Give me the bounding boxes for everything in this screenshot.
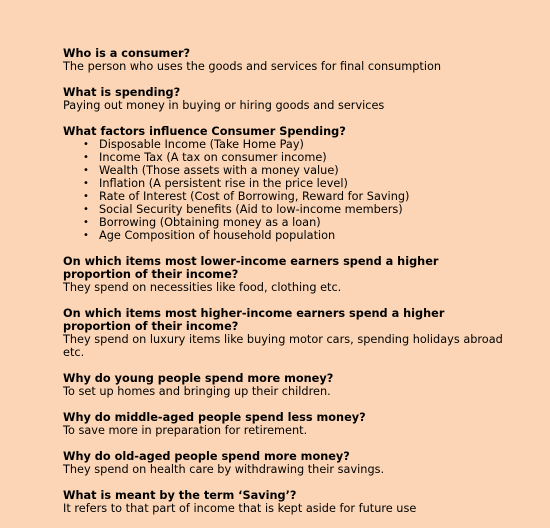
- bullet-icon: •: [83, 230, 89, 241]
- bullet-icon: •: [83, 152, 89, 163]
- qa-higher-income: [63, 307, 503, 359]
- answer-text: They spend on necessities like food, clothing etc.: [63, 281, 342, 294]
- list-item-text: Rate of Interest (Cost of Borrowing, Reward for Saving): [99, 190, 410, 203]
- list-item-text: Borrowing (Obtaining money as a loan): [99, 216, 321, 229]
- bullet-icon: •: [83, 165, 89, 176]
- document-content: [63, 47, 503, 528]
- bullet-icon: •: [83, 191, 89, 202]
- answer-text: To save more in preparation for retirement.: [63, 424, 308, 437]
- list-item-text: Income Tax (A tax on consumer income): [99, 151, 327, 164]
- question-heading: What is spending?: [63, 86, 181, 99]
- list-item-text: Wealth (Those assets with a money value): [99, 164, 339, 177]
- qa-saving: [63, 489, 503, 515]
- qa-spending: [63, 86, 503, 112]
- bullet-icon: •: [83, 204, 89, 215]
- list-item: [83, 203, 503, 216]
- qa-lower-income: [63, 255, 503, 294]
- list-item: [83, 151, 503, 164]
- list-item-text: Inflation (A persistent rise in the price level): [99, 177, 348, 190]
- question-heading: Who is a consumer?: [63, 47, 191, 60]
- list-item-text: Social Security benefits (Aid to low-income members): [99, 203, 403, 216]
- question-heading: On which items most lower-income earners spend a higher proportion of their income?: [63, 255, 439, 281]
- qa-factors: [63, 125, 503, 242]
- answer-text: They spend on health care by withdrawing their savings.: [63, 463, 385, 476]
- question-heading: Why do middle-aged people spend less money?: [63, 411, 366, 424]
- answer-text: It refers to that part of income that is kept aside for future use: [63, 502, 417, 515]
- question-heading: On which items most higher-income earners spend a higher proportion of their income?: [63, 307, 445, 333]
- question-heading: Why do old-aged people spend more money?: [63, 450, 350, 463]
- list-item-text: Age Composition of household population: [99, 229, 336, 242]
- list-item: [83, 229, 503, 242]
- list-item: [83, 216, 503, 229]
- question-heading: What factors influence Consumer Spending?: [63, 125, 346, 138]
- qa-middle-aged: [63, 411, 503, 437]
- bullet-icon: •: [83, 139, 89, 150]
- answer-text: They spend on luxury items like buying motor cars, spending holidays abroad etc.: [63, 333, 503, 359]
- list-item: [83, 138, 503, 151]
- answer-text: The person who uses the goods and services for final consumption: [63, 60, 442, 73]
- question-heading: Why do young people spend more money?: [63, 372, 334, 385]
- list-item-text: Disposable Income (Take Home Pay): [99, 138, 304, 151]
- qa-consumer: [63, 47, 503, 73]
- list-item: [83, 190, 503, 203]
- factor-list: [63, 138, 503, 242]
- bullet-icon: •: [83, 178, 89, 189]
- list-item: [83, 164, 503, 177]
- answer-text: To set up homes and bringing up their children.: [63, 385, 331, 398]
- bullet-icon: •: [83, 217, 89, 228]
- qa-young-people: [63, 372, 503, 398]
- list-item: [83, 177, 503, 190]
- qa-old-aged: [63, 450, 503, 476]
- answer-text: Paying out money in buying or hiring goods and services: [63, 99, 385, 112]
- question-heading: What is meant by the term ‘Saving’?: [63, 489, 297, 502]
